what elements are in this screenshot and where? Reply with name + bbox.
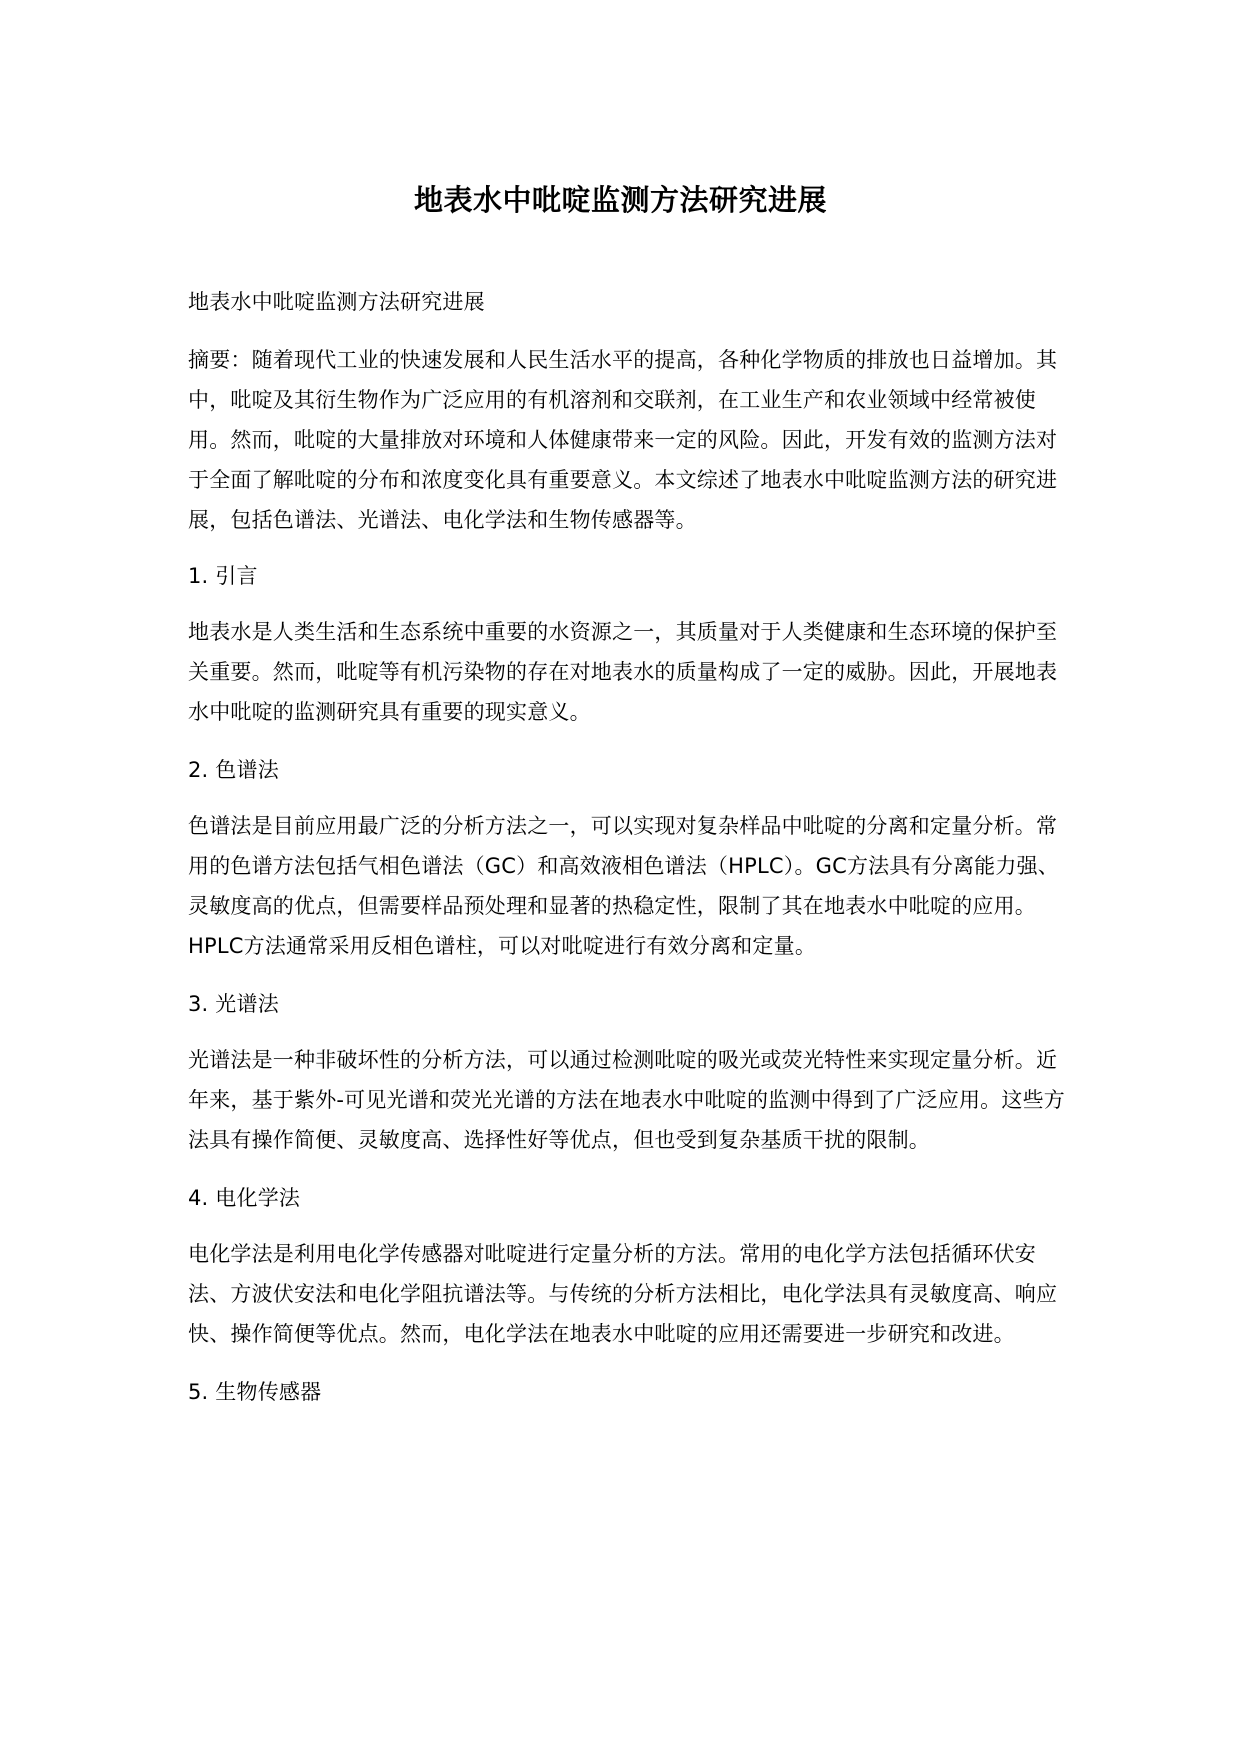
- section-body-electrochemistry: 电化学法是利用电化学传感器对吡啶进行定量分析的方法。常用的电化学方法包括循环伏安法、方波伏安法和电化学阻抗谱法等。与传统的分析方法相比，电化学法具有灵敏度高、响应快、操作简便等优点。然而，电化学法在地表水中吡啶的应用还需要进一步研究和改进。: [188, 1242, 1058, 1346]
- section-heading-introduction: 1. 引言: [188, 564, 258, 588]
- section-body-chromatography: 色谱法是目前应用最广泛的分析方法之一，可以实现对复杂样品中吡啶的分离和定量分析。常用的色谱方法包括气相色谱法（GC）和高效液相色谱法（HPLC）。GC方法具有分离能力强、灵敏度高的优点，但需要样品预处理和显著的热稳定性，限制了其在地表水中吡啶的应用。HPLC方法通常采用反相色谱柱，可以对吡啶进行有效分离和定量。: [188, 814, 1059, 958]
- document-subtitle: 地表水中吡啶监测方法研究进展: [188, 290, 485, 314]
- section-heading-biosensor: 5. 生物传感器: [188, 1380, 322, 1404]
- section-heading-electrochemistry: 4. 电化学法: [188, 1186, 301, 1210]
- section-heading-spectroscopy: 3. 光谱法: [188, 992, 279, 1016]
- section-body-spectroscopy: 光谱法是一种非破坏性的分析方法，可以通过检测吡啶的吸光或荧光特性来实现定量分析。近年来，基于紫外-可见光谱和荧光光谱的方法在地表水中吡啶的监测中得到了广泛应用。这些方法具有操作简便、灵敏度高、选择性好等优点，但也受到复杂基质干扰的限制。: [188, 1048, 1065, 1152]
- document-body: [188, 282, 1078, 1428]
- abstract-paragraph: 摘要：随着现代工业的快速发展和人民生活水平的提高，各种化学物质的排放也日益增加。其中，吡啶及其衍生物作为广泛应用的有机溶剂和交联剂，在工业生产和农业领域中经常被使用。然而，吡啶的大量排放对环境和人体健康带来一定的风险。因此，开发有效的监测方法对于全面了解吡啶的分布和浓度变化具有重要意义。本文综述了地表水中吡啶监测方法的研究进展，包括色谱法、光谱法、电化学法和生物传感器等。: [188, 348, 1058, 532]
- document-title: 地表水中吡啶监测方法研究进展: [413, 183, 827, 217]
- section-body-introduction: 地表水是人类生活和生态系统中重要的水资源之一，其质量对于人类健康和生态环境的保护至关重要。然而，吡啶等有机污染物的存在对地表水的质量构成了一定的威胁。因此，开展地表水中吡啶的监测研究具有重要的现实意义。: [188, 620, 1058, 724]
- section-heading-chromatography: 2. 色谱法: [188, 758, 279, 782]
